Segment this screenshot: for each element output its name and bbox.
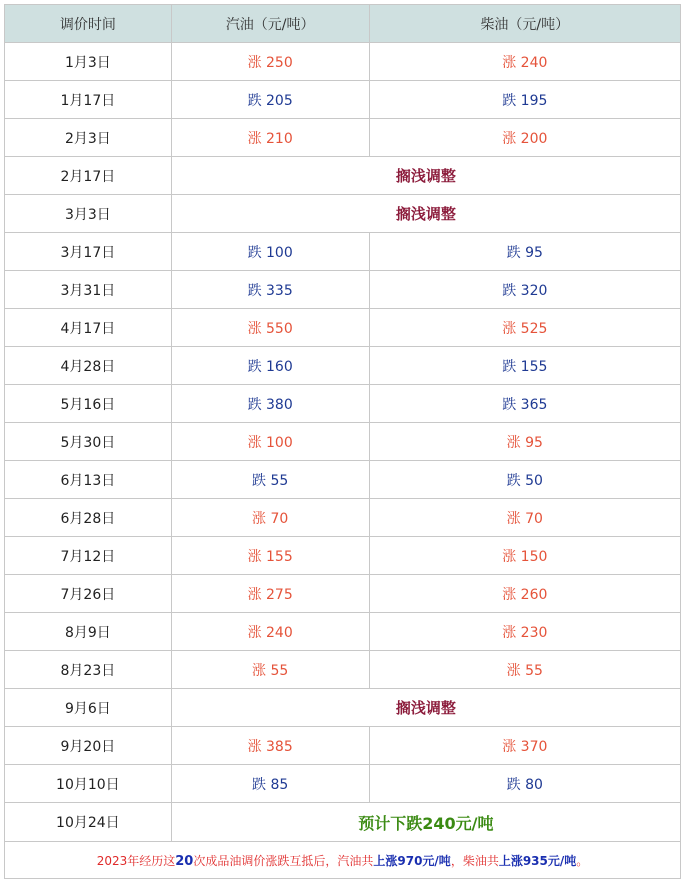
gasoline-change: 涨 155 (171, 537, 369, 575)
gasoline-change: 涨 100 (171, 423, 369, 461)
table-row (5, 461, 681, 499)
table-row (5, 537, 681, 575)
row-date: 9月6日 (5, 689, 172, 727)
row-date: 4月28日 (5, 347, 172, 385)
gasoline-change: 涨 550 (171, 309, 369, 347)
table-row (5, 727, 681, 765)
summary-diesel-total: 上涨935元/吨 (498, 853, 577, 868)
row-date: 9月20日 (5, 727, 172, 765)
table-header-row (5, 5, 681, 43)
diesel-change: 跌 195 (369, 81, 680, 119)
gasoline-change: 跌 380 (171, 385, 369, 423)
diesel-change: 涨 370 (369, 727, 680, 765)
table-row (5, 309, 681, 347)
hold-note: 搁浅调整 (171, 689, 680, 727)
diesel-change: 跌 155 (369, 347, 680, 385)
diesel-change: 跌 365 (369, 385, 680, 423)
table-row (5, 119, 681, 157)
table-row (5, 347, 681, 385)
diesel-change: 跌 50 (369, 461, 680, 499)
gasoline-change: 涨 250 (171, 43, 369, 81)
table-row (5, 423, 681, 461)
row-date: 6月13日 (5, 461, 172, 499)
table-row (5, 575, 681, 613)
gasoline-change: 涨 70 (171, 499, 369, 537)
diesel-change: 涨 230 (369, 613, 680, 651)
table-row (5, 651, 681, 689)
row-date: 7月26日 (5, 575, 172, 613)
summary-part: ，柴油共 (450, 853, 499, 868)
gasoline-change: 涨 55 (171, 651, 369, 689)
table-row (5, 233, 681, 271)
row-date: 2月3日 (5, 119, 172, 157)
table-row (5, 43, 681, 81)
header-date: 调价时间 (5, 5, 172, 43)
row-date: 2月17日 (5, 157, 172, 195)
diesel-change: 跌 80 (369, 765, 680, 803)
summary-row (5, 842, 681, 879)
gasoline-change: 涨 240 (171, 613, 369, 651)
diesel-change: 涨 200 (369, 119, 680, 157)
gasoline-change: 跌 160 (171, 347, 369, 385)
row-date: 10月10日 (5, 765, 172, 803)
diesel-change: 涨 525 (369, 309, 680, 347)
hold-note: 搁浅调整 (171, 195, 680, 233)
gasoline-change: 涨 210 (171, 119, 369, 157)
diesel-change: 涨 95 (369, 423, 680, 461)
row-date: 8月23日 (5, 651, 172, 689)
row-date: 5月16日 (5, 385, 172, 423)
gasoline-change: 跌 55 (171, 461, 369, 499)
summary-part: 2023年经历这 (96, 853, 176, 868)
table-body (5, 43, 681, 879)
gasoline-change: 跌 335 (171, 271, 369, 309)
table-row (5, 195, 681, 233)
summary-part: 。 (576, 853, 589, 868)
row-date: 4月17日 (5, 309, 172, 347)
table-row (5, 499, 681, 537)
row-date: 1月3日 (5, 43, 172, 81)
hold-note: 搁浅调整 (171, 157, 680, 195)
table-row (5, 765, 681, 803)
table-row (5, 613, 681, 651)
gasoline-change: 涨 385 (171, 727, 369, 765)
diesel-change: 跌 320 (369, 271, 680, 309)
table-row (5, 385, 681, 423)
row-date: 8月9日 (5, 613, 172, 651)
summary-text (5, 842, 681, 879)
gasoline-change: 跌 205 (171, 81, 369, 119)
diesel-change: 涨 70 (369, 499, 680, 537)
row-date: 3月3日 (5, 195, 172, 233)
table-row (5, 689, 681, 727)
summary-part: 次成品油调价涨跌互抵后，汽油共 (193, 853, 374, 868)
summary-count: 20 (175, 853, 194, 869)
forecast-note: 预计下跌240元/吨 (171, 803, 680, 842)
table-row (5, 271, 681, 309)
row-date: 3月17日 (5, 233, 172, 271)
price-adjustment-table (4, 4, 681, 879)
row-date: 3月31日 (5, 271, 172, 309)
diesel-change: 涨 240 (369, 43, 680, 81)
row-date: 7月12日 (5, 537, 172, 575)
diesel-change: 跌 95 (369, 233, 680, 271)
row-date: 5月30日 (5, 423, 172, 461)
table-row (5, 157, 681, 195)
row-date: 6月28日 (5, 499, 172, 537)
header-diesel: 柴油（元/吨） (369, 5, 680, 43)
table-row (5, 803, 681, 842)
summary-gasoline-total: 上涨970元/吨 (373, 853, 451, 868)
header-gasoline: 汽油（元/吨） (171, 5, 369, 43)
gasoline-change: 涨 275 (171, 575, 369, 613)
gasoline-change: 跌 85 (171, 765, 369, 803)
diesel-change: 涨 55 (369, 651, 680, 689)
table-row (5, 81, 681, 119)
row-date: 1月17日 (5, 81, 172, 119)
diesel-change: 涨 260 (369, 575, 680, 613)
row-date: 10月24日 (5, 803, 172, 842)
diesel-change: 涨 150 (369, 537, 680, 575)
gasoline-change: 跌 100 (171, 233, 369, 271)
